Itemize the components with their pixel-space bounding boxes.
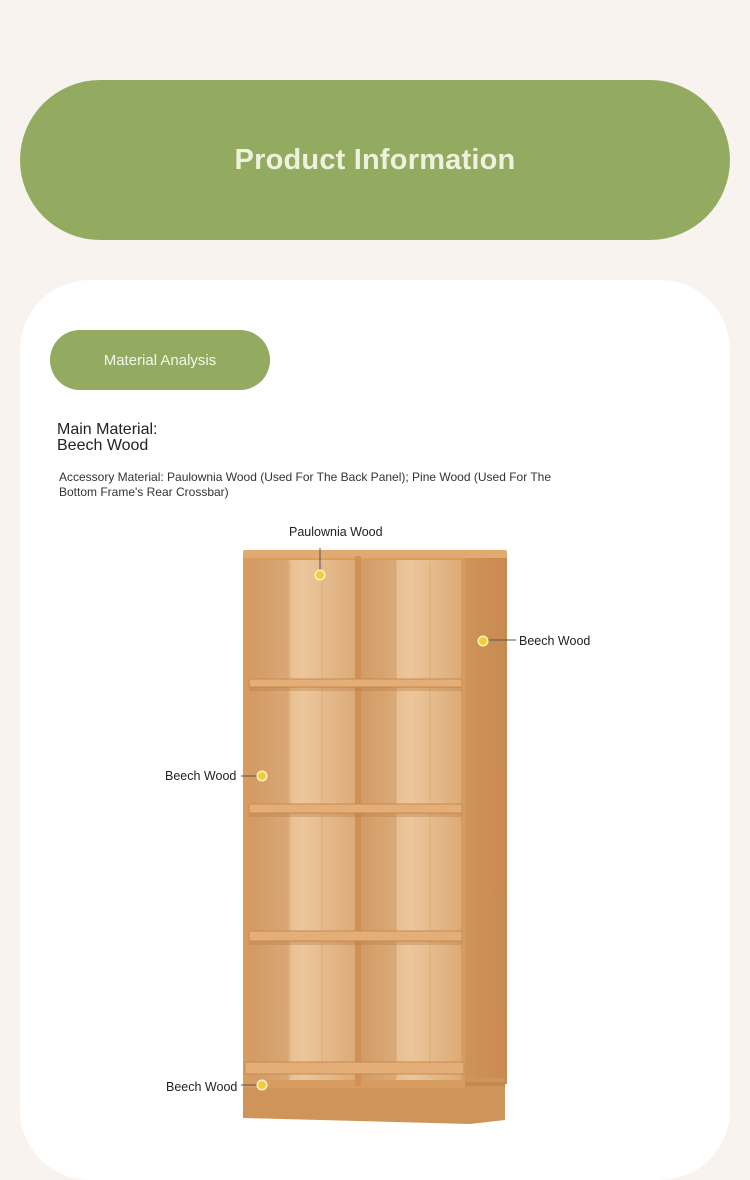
section-title: Material Analysis [103,351,217,369]
callout-beech-wood-side: Beech Wood [519,634,591,648]
base-marker [258,1081,266,1089]
page-title: Product Information [234,143,516,176]
frame-marker [258,772,266,780]
callout-beech-wood-frame: Beech Wood [165,769,237,783]
back-panel-marker [316,571,324,579]
callout-beech-wood-base: Beech Wood [166,1080,238,1094]
callout-paulownia-wood: Paulownia Wood [289,525,383,539]
main-material-label: Main Material: [57,421,158,438]
side-panel-marker [479,637,487,645]
main-material-value: Beech Wood [57,437,149,454]
accessory-material-text: Accessory Material: Paulownia Wood (Used For The Back Panel); Pine Wood (Used For The Bottom Frame's Rear Crossbar) [59,470,551,499]
